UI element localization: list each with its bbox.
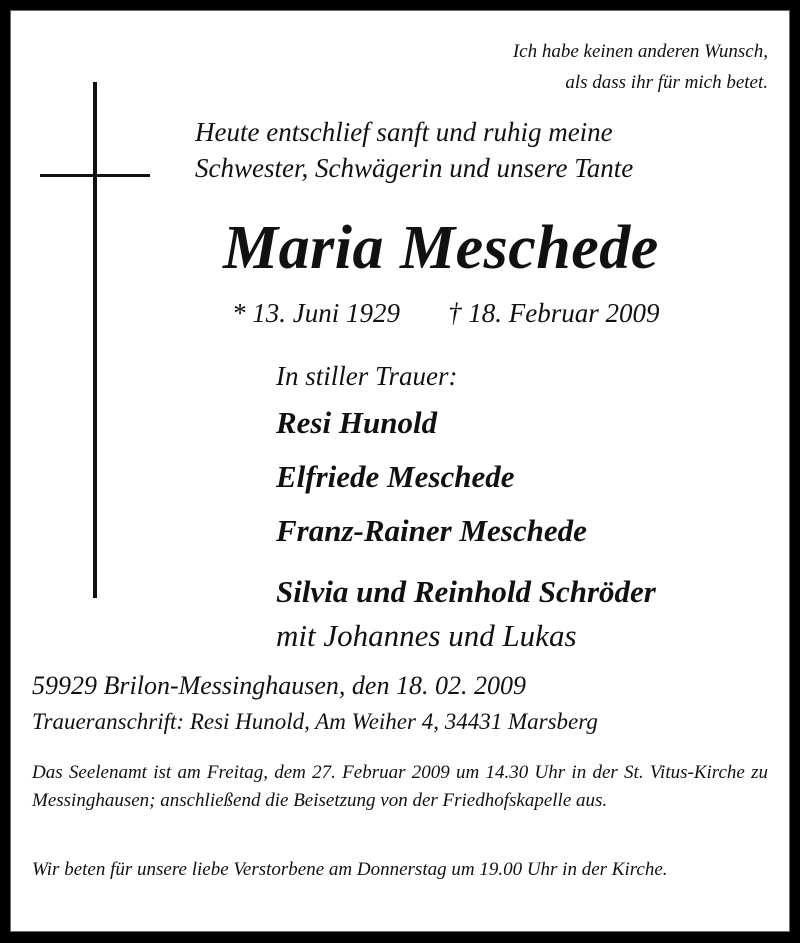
birth-date: * 13. Juni 1929 <box>232 298 400 328</box>
motto-quote <box>513 36 768 98</box>
motto-line: Ich habe keinen anderen Wunsch, <box>512 41 768 62</box>
intro-line: Heute entschlief sanft und ruhig meine <box>195 117 613 147</box>
place-and-date: 59929 Brilon-Messinghausen, den 18. 02. 2009 <box>32 671 526 700</box>
mourner-name: Elfriede Meschede <box>276 459 515 494</box>
mourner-children: mit Johannes und Lukas <box>276 618 577 653</box>
cross-vertical-beam <box>93 82 97 598</box>
mourner-name: Resi Hunold <box>276 405 438 440</box>
cross-horizontal-beam <box>40 174 150 177</box>
intro-text <box>195 114 633 186</box>
death-date: † 18. Februar 2009 <box>448 298 660 328</box>
mourner-name: Silvia und Reinhold Schröder <box>276 574 656 609</box>
prayer-notice: Wir beten für unsere liebe Verstorbene am Donnerstag um 19.00 Uhr in der Kirche. <box>32 859 668 880</box>
mourning-heading: In stiller Trauer: <box>276 361 458 391</box>
deceased-name: Maria Meschede <box>223 214 659 282</box>
intro-line: Schwester, Schwägerin und unsere Tante <box>195 153 634 183</box>
life-dates <box>232 295 660 331</box>
mourner-name: Franz-Rainer Meschede <box>276 513 587 548</box>
motto-line: als dass ihr für mich betet. <box>565 72 768 93</box>
obituary-card <box>10 10 790 932</box>
mourning-address: Traueranschrift: Resi Hunold, Am Weiher 4, 34431 Marsberg <box>32 709 598 734</box>
funeral-notice: Das Seelenamt ist am Freitag, dem 27. Februar 2009 um 14.30 Uhr in der St. Vitus-Kirche zu Messinghausen; anschließend die Beisetzung von der Friedhofskapelle aus. <box>32 762 768 811</box>
